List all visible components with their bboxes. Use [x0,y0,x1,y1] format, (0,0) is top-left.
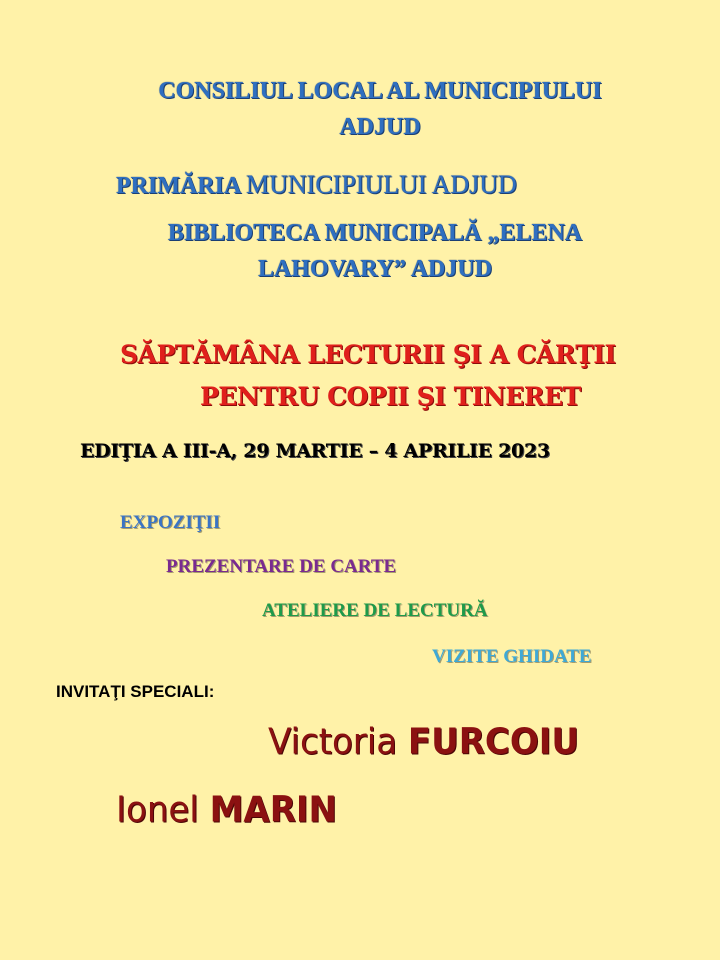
activity-guided-visits: VIZITE GHIDATE [432,646,592,667]
event-edition-dates: EDIŢIA A III-A, 29 MARTIE – 4 APRILIE 2023 [80,440,550,462]
guest-victoria-furcoiu [268,721,579,763]
mayor-office-word: PRIMĂRIA [116,173,246,199]
council-title-line1: CONSILIUL LOCAL AL MUNICIPIULUI [158,78,602,104]
guest2-last-name: MARIN [209,789,337,831]
event-title-line2: PENTRU COPII ŞI TINERET [200,382,581,411]
guest2-first-name: Ionel [116,789,210,831]
library-title-line2: LAHOVARY” ADJUD [257,256,493,282]
council-title-line2: ADJUD [339,114,421,140]
activity-exhibitions: EXPOZIŢII [120,512,221,533]
event-title-line1: SĂPTĂMÂNA LECTURII ŞI A CĂRŢII [120,340,616,369]
mayor-office-title [116,170,517,200]
guest-ionel-marin [116,789,337,831]
special-guests-heading: INVITAŢI SPECIALI: [56,682,215,701]
activity-book-presentation: PREZENTARE DE CARTE [166,556,397,577]
guest1-last-name: FURCOIU [407,721,579,763]
guest1-first-name: Victoria [268,721,408,763]
mayor-office-municipality: MUNICIPIULUI ADJUD [246,170,517,199]
library-title-line1: BIBLIOTECA MUNICIPALĂ „ELENA [167,220,583,246]
activity-reading-workshops: ATELIERE DE LECTURĂ [262,600,488,621]
